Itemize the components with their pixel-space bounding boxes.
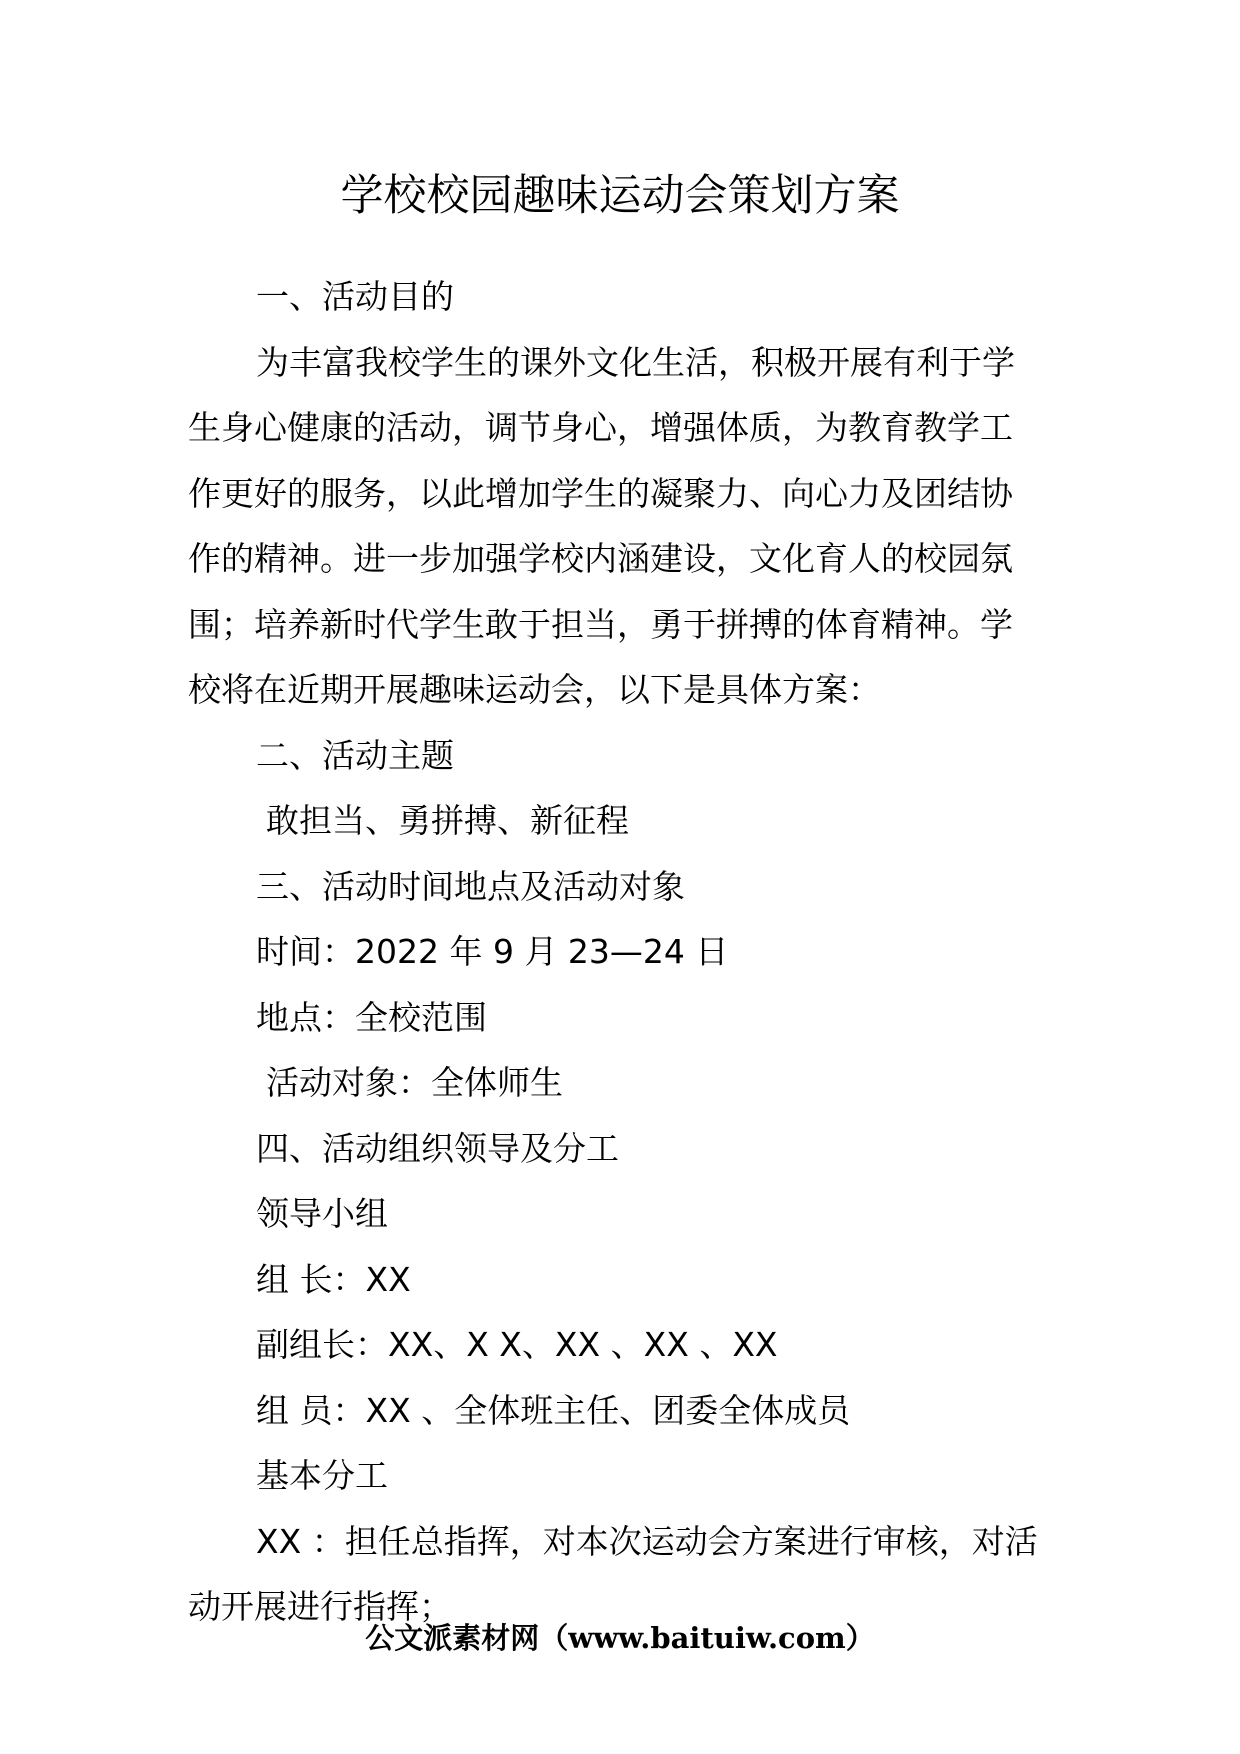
paragraph-line: XX ：担任总指挥，对本次运动会方案进行审核，对活 <box>256 1521 1038 1561</box>
section-heading-organization: 四、活动组织领导及分工 <box>256 1128 619 1168</box>
source-footer: 公文派素材网（www.baituiw.com） <box>365 1621 875 1655</box>
paragraph-line: 作更好的服务，以此增加学生的凝聚力、向心力及团结协 <box>188 473 1013 513</box>
deputy-leaders-text: 副组长：XX、X X、XX 、XX 、XX <box>256 1325 778 1364</box>
purpose-paragraph <box>188 330 1060 723</box>
paragraph-line: 生身心健康的活动，调节身心，增强体质，为教育教学工 <box>188 408 1013 447</box>
section-heading-theme: 二、活动主题 <box>256 735 454 775</box>
document-title: 学校校园趣味运动会策划方案 <box>340 171 900 221</box>
paragraph-line: 动开展进行指挥； <box>188 1587 452 1626</box>
leadership-group-label: 领导小组 <box>256 1194 388 1233</box>
paragraph-line: 为丰富我校学生的课外文化生活，积极开展有利于学 <box>256 342 1015 382</box>
leader-text: 组 长：XX <box>256 1259 411 1299</box>
time-text: 时间：2022 年 9 月 23—24 日 <box>256 932 729 971</box>
paragraph-line: 作的精神。进一步加强学校内涵建设，文化育人的校园氛 <box>188 539 1013 578</box>
division-heading: 基本分工 <box>256 1456 388 1495</box>
paragraph-line: 围；培养新时代学生敢于担当，勇于拼搏的体育精神。学 <box>188 604 1013 644</box>
theme-text: 敢担当、勇拼搏、新征程 <box>266 801 629 840</box>
members-text: 组 员：XX 、全体班主任、团委全体成员 <box>256 1390 851 1430</box>
paragraph-line: 校将在近期开展趣味运动会，以下是具体方案： <box>188 670 881 709</box>
participants-text: 活动对象：全体师生 <box>266 1063 563 1102</box>
section-heading-purpose: 一、活动目的 <box>256 277 454 316</box>
section-heading-time-place: 三、活动时间地点及活动对象 <box>256 866 685 906</box>
location-text: 地点：全校范围 <box>256 997 487 1037</box>
document-body <box>188 264 1060 1640</box>
